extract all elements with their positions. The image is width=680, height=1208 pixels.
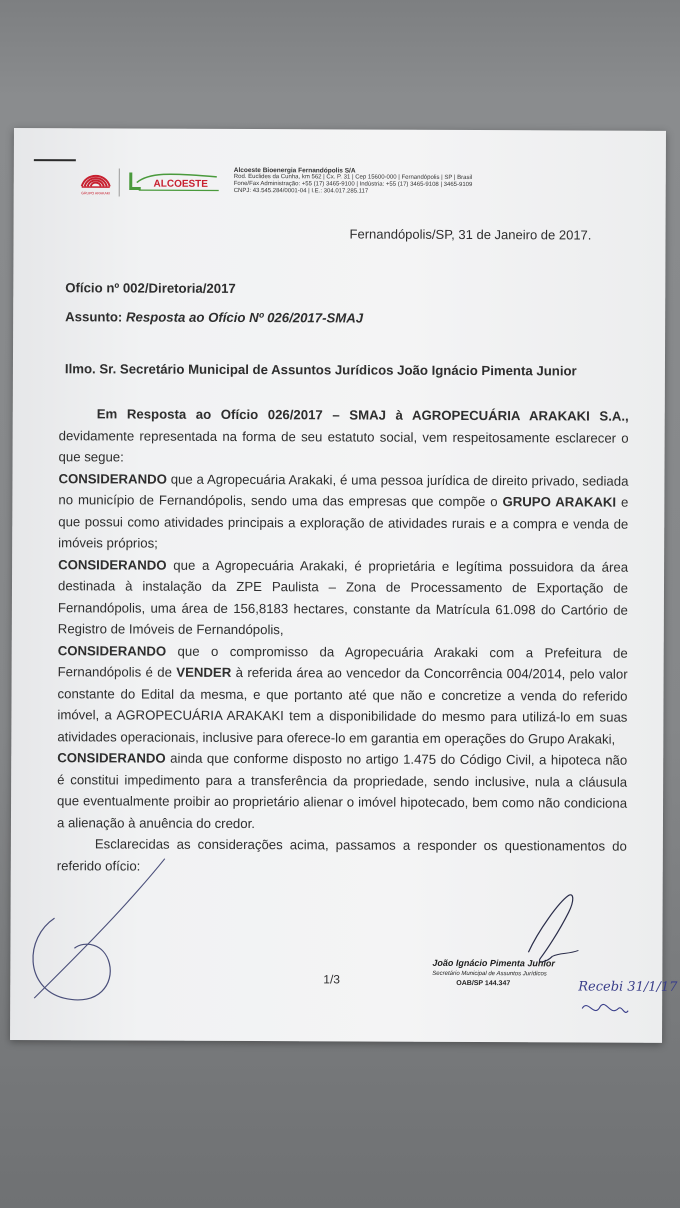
- company-cnpj: CNPJ: 43.545.284/0001-04 | I.E.: 304.017.285.117: [233, 187, 369, 195]
- paragraph-6: Esclarecidas as considerações acima, passamos a responder os questionamentos do referido ofício:: [56, 836, 627, 874]
- paragraph-3: [58, 554, 628, 642]
- signatory-role: Secretário Municipal de Assuntos Jurídicos: [432, 970, 547, 978]
- p3: que a Agropecuária Arakaki, é proprietária e legítima possuidora da área destinada à instalação da ZPE Paulista – Zona de Processamento de Exportação de Fernandópolis, uma área de 156,8183 hectares, constante da Matrícula 61.098 do Cartório de Registro de Imóveis de Fernandópolis,: [57, 557, 629, 638]
- page-number: 1/3: [323, 972, 341, 987]
- received-text: Recebi 31/1/17: [578, 979, 678, 995]
- company-name: Alcoeste Bioenergia Fernandópolis S/A: [233, 166, 356, 175]
- grupo-arakaki-logo: [76, 166, 116, 196]
- alcoeste-logo: [129, 171, 221, 193]
- p4-b: à referida área ao vencedor da Concorrência 004/2014, pelo valor constante do Edital da mesma, e que portanto até que não e concretize a venda do referido imóvel, a AGROPECUÁRIA ARAKAKI tem a disponibilidade do mesmo para utilizá-lo em suas atividades operacionais, inclusive para oferece-lo em garantia em operações do Grupo Arakaki,: [57, 664, 628, 747]
- p4-bold: VENDER: [176, 664, 232, 680]
- subject-value: Resposta ao Ofício Nº 026/2017-SMAJ: [125, 309, 364, 326]
- p4-a: que o compromisso da Agropecuária Arakaki com a Prefeitura de Fernandópolis é de: [57, 643, 628, 680]
- handwritten-stamp-mark: [14, 848, 175, 1009]
- p2-b: e que possui como atividades principais a exploração de atividades rurais e a compra e venda de imóveis próprios;: [58, 494, 629, 551]
- company-info: [234, 167, 614, 197]
- considerando-1: CONSIDERANDO: [58, 470, 167, 487]
- subject-line: [65, 309, 363, 325]
- paragraph-5: [57, 747, 627, 835]
- logo1-caption: GRUPO ARAKAKI: [81, 191, 111, 196]
- paragraph-2: [58, 468, 628, 556]
- paragraph-1: [59, 403, 629, 470]
- signatory-oab: OAB/SP 144.347: [456, 979, 511, 988]
- p1-rest: devidamente representada na forma de seu estatuto social, vem respeitosamente esclarecer o que segue:: [58, 427, 629, 465]
- p2-a: que a Agropecuária Arakaki, é uma pessoa jurídica de direito privado, sediada no município de Fernandópolis, sendo uma das empresas que compõe o: [58, 471, 629, 510]
- oficio-number: Ofício nº 002/Diretoria/2017: [65, 280, 236, 296]
- date-line: Fernandópolis/SP, 31 de Janeiro de 2017.: [349, 226, 592, 243]
- subject-label: Assunto:: [65, 309, 123, 325]
- considerando-2: CONSIDERANDO: [58, 556, 167, 573]
- letter-body: [57, 403, 629, 878]
- received-handwritten-note: [576, 968, 678, 1030]
- paragraph-4: [57, 640, 627, 750]
- signatory-name: João Ignácio Pimenta Junior: [432, 957, 555, 969]
- considerando-4: CONSIDERANDO: [57, 750, 166, 766]
- logo-divider: [119, 168, 120, 196]
- document-page: [10, 128, 678, 1043]
- addressee: Ilmo. Sr. Secretário Municipal de Assuntos Jurídicos João Ignácio Pimenta Junior: [64, 361, 577, 379]
- p2-bold: GRUPO ARAKAKI: [502, 494, 617, 510]
- corner-mark: [34, 159, 76, 161]
- company-address: Rod. Euclides da Cunha, km 562 | Cx. P. 31 | Cep 15600-000 | Fernandópolis | SP | Brasil: [233, 173, 473, 181]
- company-phones: Fone/Fax Administração: +55 (17) 3465-9100 | Indústria: +55 (17) 3465-9108 | 3465-9109: [233, 180, 473, 189]
- p1-bold: Em Resposta ao Ofício 026/2017 – SMAJ à AGROPECUÁRIA ARAKAKI S.A.,: [96, 406, 629, 424]
- logo2-text: ALCOESTE: [153, 178, 209, 190]
- p5: ainda que conforme disposto no artigo 1.475 do Código Civil, a hipoteca não é constitui impedimento para a transferência da propriedade, sendo inclusive, nula a cláusula que eventualmente proibir ao proprietário alienar o imóvel hipotecado, bem como não condiciona a alienação à anuência do credor.: [56, 750, 628, 831]
- considerando-3: CONSIDERANDO: [57, 642, 167, 659]
